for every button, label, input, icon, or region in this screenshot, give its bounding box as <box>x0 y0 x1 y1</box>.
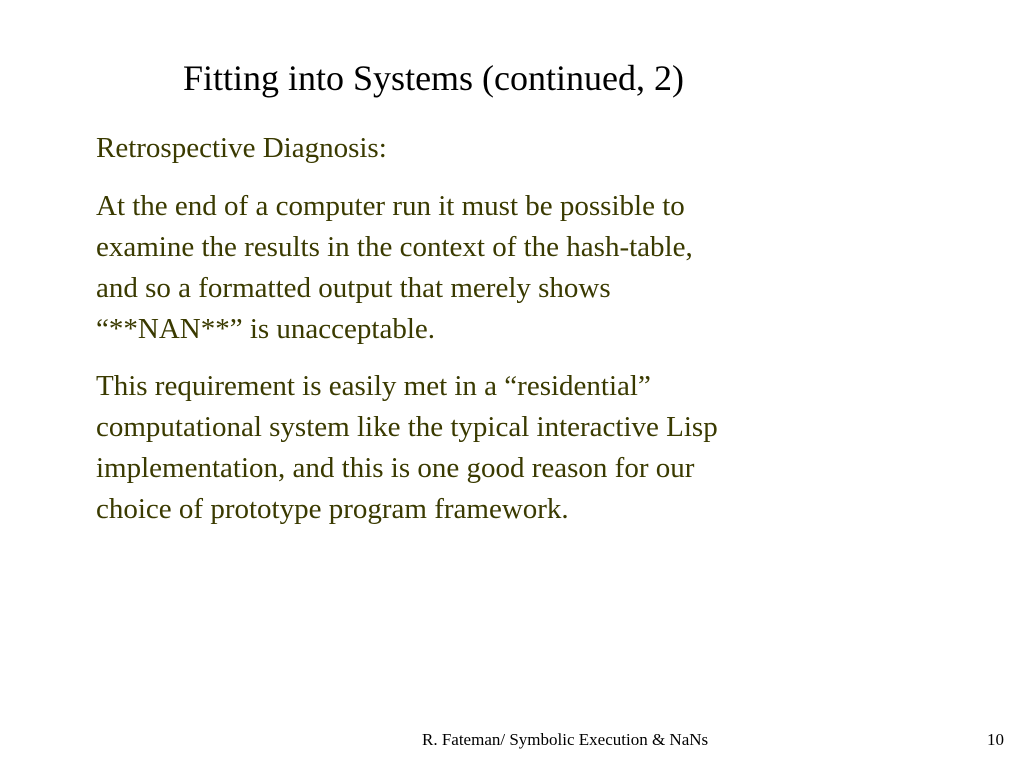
paragraph-line: implementation, and this is one good reason for our <box>96 452 695 484</box>
slide-body <box>96 128 856 546</box>
page-number: 10 <box>987 730 1004 749</box>
paragraph-line: “**NAN**” is unacceptable. <box>96 313 436 345</box>
paragraph-line: and so a formatted output that merely shows <box>96 272 611 304</box>
paragraph-line: computational system like the typical interactive Lisp <box>96 411 718 443</box>
paragraph-line: choice of prototype program framework. <box>96 493 569 525</box>
paragraph-1 <box>96 186 856 350</box>
slide-title: Fitting into Systems (continued, 2) <box>183 58 684 98</box>
section-heading: Retrospective Diagnosis: <box>96 132 387 164</box>
paragraph-2 <box>96 366 856 530</box>
footer-text: R. Fateman/ Symbolic Execution & NaNs <box>422 730 709 749</box>
paragraph-line: At the end of a computer run it must be possible to <box>96 190 685 222</box>
paragraph-line: examine the results in the context of the hash-table, <box>96 231 693 263</box>
paragraph-line: This requirement is easily met in a “residential” <box>96 370 651 402</box>
